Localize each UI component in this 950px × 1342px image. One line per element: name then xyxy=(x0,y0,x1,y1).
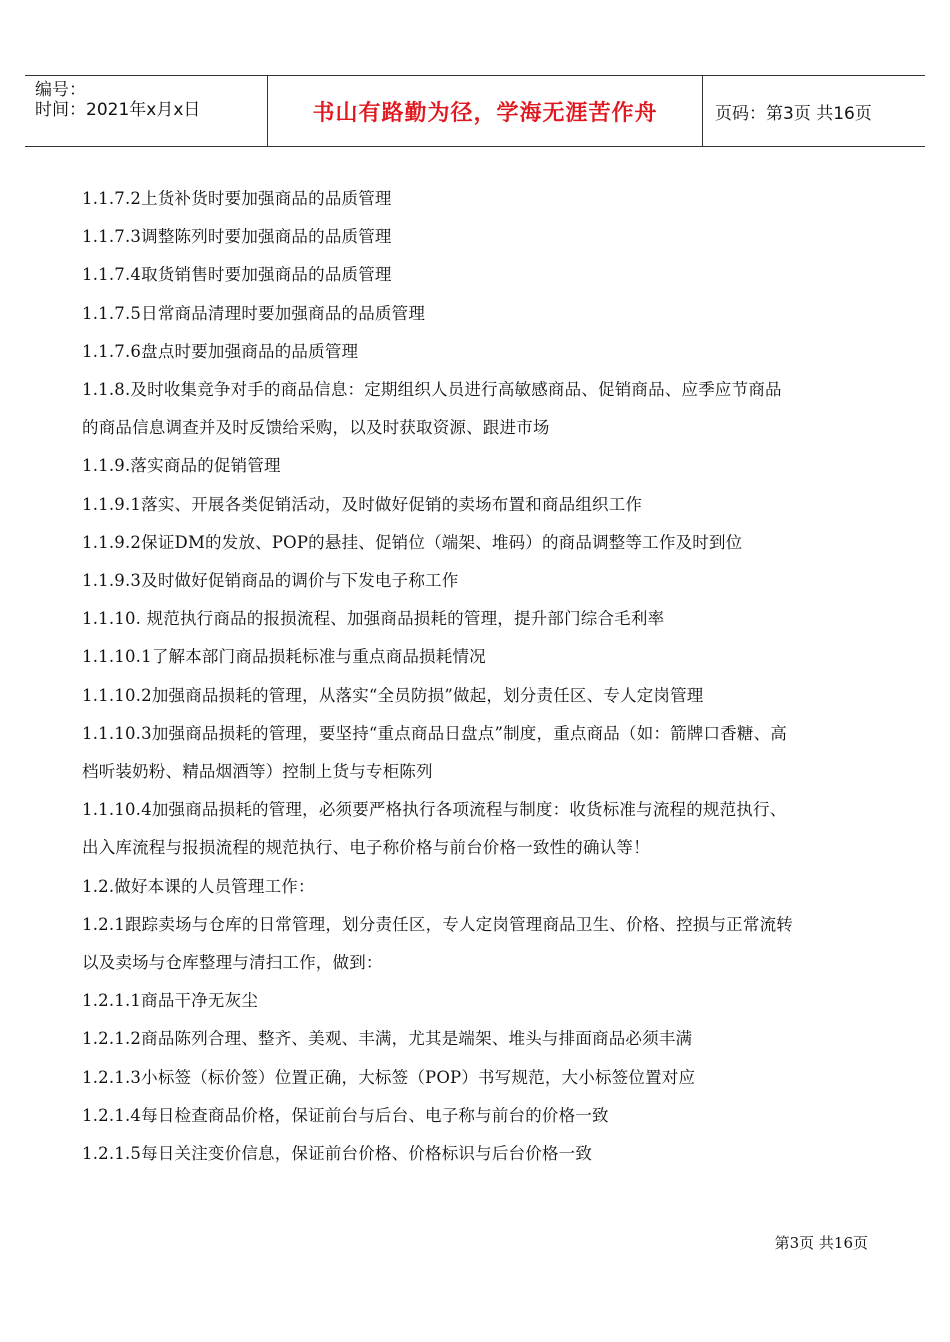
body-line: 以及卖场与仓库整理与清扫工作，做到： xyxy=(82,953,383,973)
body-line: 1.2.1.4每日检查商品价格，保证前台与后台、电子称与前台的价格一致 xyxy=(82,1105,609,1125)
body-line: 出入库流程与报损流程的规范执行、电子称价格与前台价格一致性的确认等！ xyxy=(82,838,650,858)
body-line: 1.1.10.2加强商品损耗的管理，从落实“全员防损”做起，划分责任区、专人定岗管理 xyxy=(82,685,704,705)
page-footer: 第3页 共16页 xyxy=(774,1234,868,1252)
body-line: 1.1.7.3调整陈列时要加强商品的品质管理 xyxy=(82,227,392,247)
body-line: 1.1.10. 规范执行商品的报损流程、加强商品损耗的管理，提升部门综合毛利率 xyxy=(82,609,665,629)
body-line: 1.1.7.5日常商品清理时要加强商品的品质管理 xyxy=(82,303,426,323)
body-line: 1.1.7.6盘点时要加强商品的品质管理 xyxy=(82,341,359,361)
body-line: 1.1.7.4取货销售时要加强商品的品质管理 xyxy=(82,265,392,285)
page-header xyxy=(25,75,925,147)
body-line: 档听装奶粉、精品烟酒等）控制上货与专柜陈列 xyxy=(82,762,433,782)
document-body xyxy=(82,180,882,1173)
body-line: 1.2.1.2商品陈列合理、整齐、美观、丰满，尤其是端架、堆头与排面商品必须丰满 xyxy=(82,1029,693,1049)
body-line: 1.1.8.及时收集竞争对手的商品信息：定期组织人员进行高敏感商品、促销商品、应季应节商品 xyxy=(82,380,782,400)
header-meta xyxy=(25,76,267,146)
body-line: 1.1.7.2上货补货时要加强商品的品质管理 xyxy=(82,189,392,208)
body-line: 1.2.1.1商品干净无灰尘 xyxy=(82,991,259,1011)
body-line: 1.2.1.3小标签（标价签）位置正确，大标签（POP）书写规范，大小标签位置对应 xyxy=(82,1067,696,1087)
body-line: 1.2.1.5每日关注变价信息，保证前台价格、价格标识与后台价格一致 xyxy=(82,1144,593,1164)
body-line: 1.1.9.2保证DM的发放、POP的悬挂、促销位（端架、堆码）的商品调整等工作及时到位 xyxy=(82,532,743,552)
body-line: 1.1.10.4加强商品损耗的管理，必须要严格执行各项流程与制度：收货标准与流程的规范执行、 xyxy=(82,800,787,820)
body-line: 1.1.10.1了解本部门商品损耗标准与重点商品损耗情况 xyxy=(82,647,486,667)
document-number-label: 编号： xyxy=(35,80,86,100)
body-line: 1.1.9.1落实、开展各类促销活动，及时做好促销的卖场布置和商品组织工作 xyxy=(82,494,643,514)
body-line: 1.1.9.落实商品的促销管理 xyxy=(82,456,281,476)
body-line: 1.2.做好本课的人员管理工作： xyxy=(82,876,315,896)
header-motto: 书山有路勤为径，学海无涯苦作舟 xyxy=(267,76,703,146)
body-line: 1.1.10.3加强商品损耗的管理，要坚持“重点商品日盘点”制度，重点商品（如：箭牌口香糖、高 xyxy=(82,723,787,743)
body-line: 的商品信息调查并及时反馈给采购，以及时获取资源、跟进市场 xyxy=(82,418,550,438)
body-line: 1.1.9.3及时做好促销商品的调价与下发电子称工作 xyxy=(82,571,459,591)
body-line: 1.2.1跟踪卖场与仓库的日常管理，划分责任区，专人定岗管理商品卫生、价格、控损与正常流转 xyxy=(82,914,793,934)
header-page-info: 页码：第3页 共16页 xyxy=(715,103,872,124)
document-time: 时间：2021年x月x日 xyxy=(35,100,201,120)
